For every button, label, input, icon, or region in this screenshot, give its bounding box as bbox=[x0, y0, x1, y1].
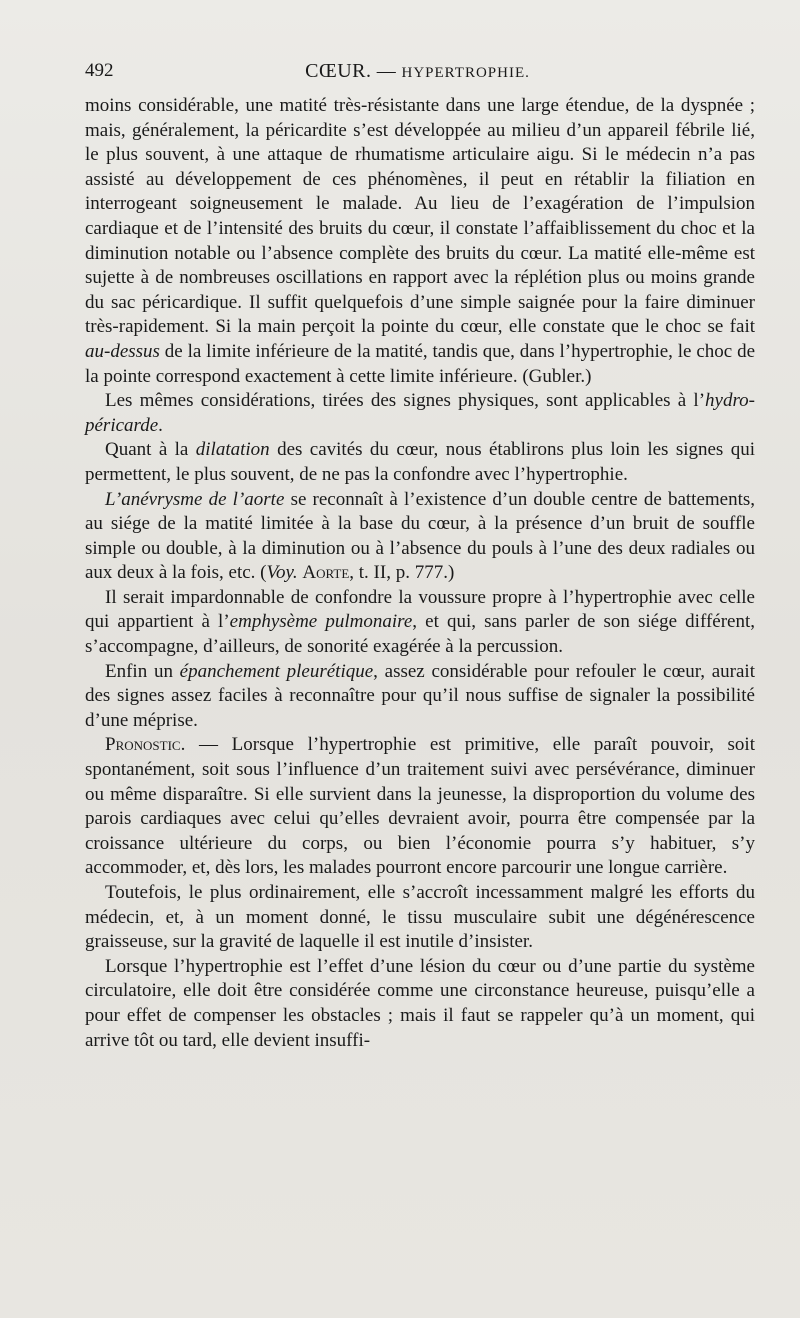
paragraph-emphyseme bbox=[85, 586, 755, 660]
title-separator: — bbox=[376, 61, 397, 82]
emphasis-text: emphysème pulmonaire bbox=[229, 611, 413, 633]
paragraph-text: Toutefois, le plus ordinairement, elle s’accroît incessamment malgré les efforts du médecin, et, à un moment donné, le tissu musculaire subit une dégénérescence graisseuse, sur la gravité de laquelle il est inutile d’insister. bbox=[85, 882, 755, 953]
chapter-title: CŒUR. bbox=[305, 60, 372, 82]
paragraph-pronostic bbox=[85, 733, 755, 881]
body-text bbox=[85, 94, 755, 1053]
paragraph-text: des cavités du cœur, nous établirons plus loin les signes qui permettent, le plus souvent, de ne pas la confondre avec l’hypertrophie. bbox=[85, 439, 755, 485]
paragraph-text: Les mêmes considérations, tirées des signes physiques, sont applicables à l’ bbox=[105, 390, 706, 412]
paragraph-pericarditis bbox=[85, 94, 755, 389]
paragraph-hydropericarde bbox=[85, 389, 755, 438]
page-number: 492 bbox=[85, 60, 114, 81]
paragraph-text: . bbox=[158, 414, 163, 436]
paragraph-text: moins considérable, une matité très-résistante dans une large étendue, de la dyspnée ; mais, généralement, la péricardite s’est développée au milieu d’un appareil fébrile lié, le plus souvent, à une attaque de rhumatisme articulaire aigu. Si le médecin n’a pas assisté au développement de ces phénomènes, il peut en rétablir la filiation en interrogeant soigneusement le malade. Au lieu de l’exagération de l’impulsion cardiaque et de l’intensité des bruits du cœur, il constate l’affaiblissement du choc et la diminution notable ou l’absence complète des bruits du cœur. La matité elle-même est sujette à de nombreuses oscillations en rapport avec la réplétion plus ou moins grande du sac péricardique. Il suffit quelquefois d’une simple saignée pour la faire diminuer très-rapidement. Si la main perçoit la pointe du cœur, elle constate que le choc se fait bbox=[85, 95, 755, 338]
paragraph-text: Lorsque l’hypertrophie est l’effet d’une lésion du cœur ou d’une partie du système circulatoire, elle doit être considérée comme une circonstance heureuse, puisqu’elle a pour effet de compenser les obstacles ; mais il faut se rappeler qu’à un moment, qui arrive tôt ou tard, elle devient insuffi- bbox=[85, 955, 755, 1051]
paragraph-text: Quant à la bbox=[105, 439, 196, 461]
cross-reference-title: Aorte bbox=[302, 562, 350, 584]
emphasis-text: hydro-péricarde bbox=[85, 390, 755, 436]
emphasis-text: au-dessus bbox=[85, 340, 160, 362]
emphasis-text: épanchement pleurétique bbox=[179, 660, 374, 682]
emphasis-text: L’anévrysme de l’aorte bbox=[105, 488, 285, 510]
paragraph-text: se reconnaît à l’existence d’un double centre de battements, au siége de la matité limitée à la base du cœur, à la présence d’un bruit de souffle simple ou double, à la diminution ou à l’absence du pouls à l’une des deux radiales ou aux deux à la fois, etc. ( bbox=[85, 488, 756, 584]
running-title bbox=[85, 60, 750, 83]
paragraph-dilatation bbox=[85, 438, 755, 487]
paragraph-text: de la limite inférieure de la matité, tandis que, dans l’hypertrophie, le choc de la pointe correspond exactement à cette limite inférieure. (Gubler.) bbox=[85, 340, 755, 387]
paragraph-epanchement bbox=[85, 660, 755, 734]
paragraph-text: , assez considérable pour refouler le cœur, aurait des signes assez faciles à reconnaître pour qu’il nous suffise de signaler la possibilité d’une méprise. bbox=[85, 660, 755, 731]
paragraph-text: Il serait impardonnable de confondre la voussure propre à l’hypertrophie avec celle qui appartient à l’ bbox=[85, 586, 755, 633]
paragraph-toutefois bbox=[85, 881, 755, 955]
paragraph-lesion bbox=[85, 955, 755, 1053]
paragraph-text: , et qui, sans parler de son siége différent, s’accompagne, d’ailleurs, de sonorité exagérée à la percussion. bbox=[85, 611, 755, 658]
paragraph-anevrysme bbox=[85, 488, 755, 586]
paragraph-text: — Lorsque l’hypertrophie est primitive, elle paraît pouvoir, soit spontanément, soit sous l’influence d’un traitement suivi avec persévérance, diminuer ou même disparaître. Si elle survient dans la jeunesse, la disproportion du volume des parois cardiaques avec celui qu’elles devraient avoir, pourra être compensée par la croissance ultérieure du corps, ou bien l’économie pourra s’y habituer, s’y accommoder, et, dès lors, les malades pourront encore parcourir une longue carrière. bbox=[85, 734, 755, 879]
running-header bbox=[85, 60, 750, 88]
section-title: HYPERTROPHIE. bbox=[401, 65, 530, 81]
paragraph-text: Enfin un bbox=[105, 660, 180, 682]
cross-reference-voy: Voy. bbox=[266, 562, 298, 584]
section-label: Pronostic. bbox=[105, 734, 186, 756]
paragraph-text: , t. II, p. 777.) bbox=[349, 562, 455, 584]
emphasis-text: dilatation bbox=[195, 439, 270, 461]
